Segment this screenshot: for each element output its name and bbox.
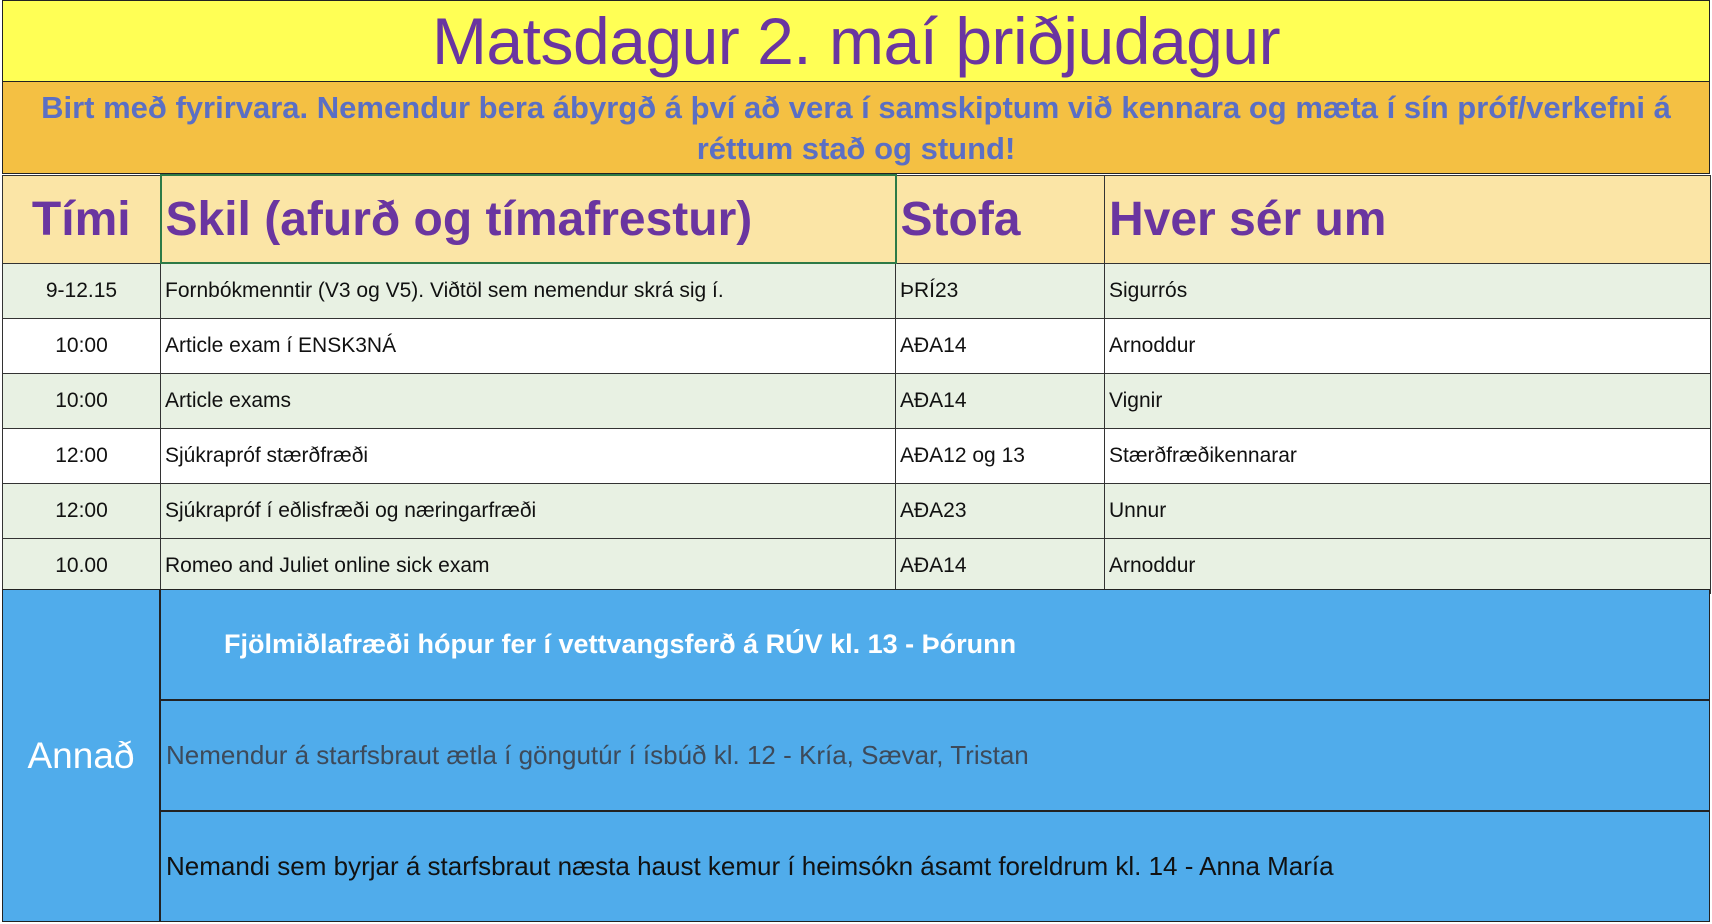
annad-item[interactable] <box>161 812 1709 921</box>
notice-cell[interactable] <box>2 82 1710 174</box>
cell-time[interactable]: 10:00 <box>3 373 161 428</box>
cell-stofa[interactable]: AÐA14 <box>896 538 1105 593</box>
page-title: Matsdagur 2. maí þriðjudagur <box>431 4 1281 78</box>
annad-label-cell[interactable] <box>3 590 161 921</box>
table-row <box>3 428 1711 483</box>
cell-stofa[interactable]: AÐA14 <box>896 373 1105 428</box>
cell-time[interactable]: 9-12.15 <box>3 263 161 318</box>
annad-item[interactable] <box>161 590 1709 701</box>
header-stofa[interactable]: Stofa <box>896 175 1105 263</box>
annad-item-text: Fjölmiðlafræði hópur fer í vettvangsferð á RÚV kl. 13 - Þórunn <box>224 629 1017 659</box>
title-cell[interactable] <box>2 0 1710 82</box>
notice-text: Birt með fyrirvara. Nemendur bera ábyrgð á því að vera í samskiptum við kennara og mæta í sín próf/verkefni á réttum stað og stund! <box>41 89 1671 166</box>
table-row <box>3 483 1711 538</box>
table-row <box>3 318 1711 373</box>
annad-section <box>2 589 1710 922</box>
annad-label: Annað <box>27 734 135 776</box>
cell-skil[interactable]: Sjúkrapróf í eðlisfræði og næringarfræði <box>161 483 896 538</box>
cell-hver[interactable]: Arnoddur <box>1105 538 1711 593</box>
table-row <box>3 263 1711 318</box>
annad-item-text: Nemandi sem byrjar á starfsbraut næsta haust kemur í heimsókn ásamt foreldrum kl. 14 - Anna María <box>166 851 1334 881</box>
cell-skil[interactable]: Article exam í ENSK3NÁ <box>161 318 896 373</box>
cell-time[interactable]: 10:00 <box>3 318 161 373</box>
header-row <box>3 175 1711 263</box>
cell-time[interactable]: 12:00 <box>3 483 161 538</box>
cell-stofa[interactable]: AÐA14 <box>896 318 1105 373</box>
header-time[interactable]: Tími <box>3 175 161 263</box>
cell-skil[interactable]: Fornbókmenntir (V3 og V5). Viðtöl sem nemendur skrá sig í. <box>161 263 896 318</box>
cell-skil[interactable]: Sjúkrapróf stærðfræði <box>161 428 896 483</box>
cell-time[interactable]: 10.00 <box>3 538 161 593</box>
cell-hver[interactable]: Vignir <box>1105 373 1711 428</box>
cell-stofa[interactable]: AÐA12 og 13 <box>896 428 1105 483</box>
table-row <box>3 373 1711 428</box>
cell-hver[interactable]: Sigurrós <box>1105 263 1711 318</box>
cell-hver[interactable]: Unnur <box>1105 483 1711 538</box>
annad-item[interactable] <box>161 701 1709 812</box>
header-hver[interactable]: Hver sér um <box>1105 175 1711 263</box>
annad-item-text: Nemendur á starfsbraut ætla í göngutúr í ísbúð kl. 12 - Kría, Sævar, Tristan <box>166 740 1029 770</box>
cell-stofa[interactable]: ÞRÍ23 <box>896 263 1105 318</box>
cell-time[interactable]: 12:00 <box>3 428 161 483</box>
cell-hver[interactable]: Arnoddur <box>1105 318 1711 373</box>
schedule-table <box>2 174 1711 594</box>
table-row <box>3 538 1711 593</box>
cell-skil[interactable]: Article exams <box>161 373 896 428</box>
cell-hver[interactable]: Stærðfræðikennarar <box>1105 428 1711 483</box>
header-skil[interactable]: Skil (afurð og tímafrestur) <box>161 175 896 263</box>
cell-skil[interactable]: Romeo and Juliet online sick exam <box>161 538 896 593</box>
cell-stofa[interactable]: AÐA23 <box>896 483 1105 538</box>
